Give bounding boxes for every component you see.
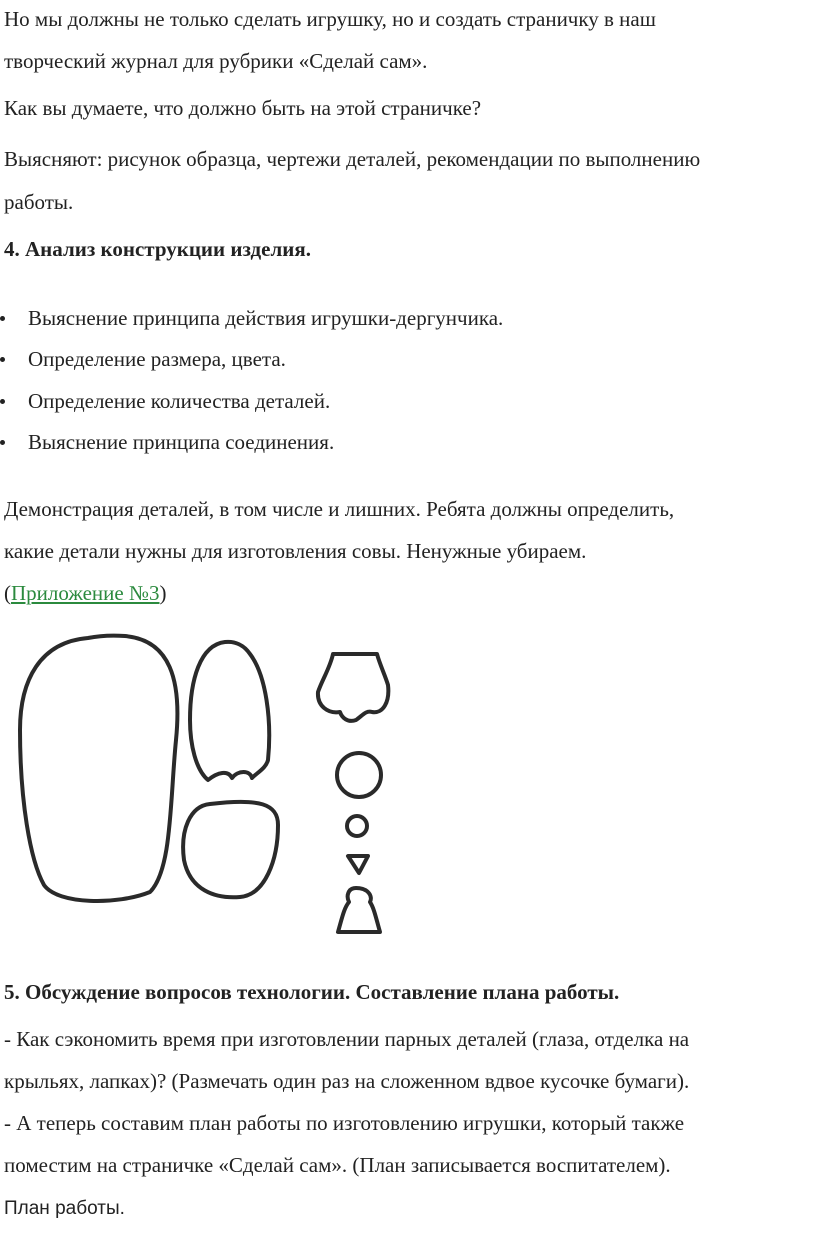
- appendix-open-paren: (: [4, 581, 11, 605]
- section-5-heading: 5. Обсуждение вопросов технологии. Составление плана работы.: [4, 980, 620, 1004]
- appendix-close-paren: ): [159, 581, 167, 605]
- owl-parts-illustration: [0, 620, 816, 950]
- question-2-line-1: - А теперь составим план работы по изготовлению игрушки, который также: [4, 1111, 685, 1135]
- owl-paw-part: [318, 654, 388, 721]
- appendix-link[interactable]: Приложение №3: [11, 581, 160, 605]
- plan-label: План работы.: [4, 1198, 125, 1219]
- owl-foot-part: [338, 888, 380, 932]
- question-1-line-1: - Как сэкономить время при изготовлении парных деталей (глаза, отделка на: [4, 1027, 690, 1051]
- bullet-icon: [0, 357, 5, 362]
- owl-beak-part: [348, 856, 368, 873]
- answer-line-1: Выясняют: рисунок образца, чертежи деталей, рекомендации по выполнению: [4, 147, 701, 171]
- intro-line-1: Но мы должны не только сделать игрушку, но и создать страничку в наш: [4, 7, 656, 31]
- question-text: Как вы думаете, что должно быть на этой страничке?: [4, 96, 482, 120]
- question-2-line-2: поместим на страничке «Сделай сам». (План записывается воспитателем).: [4, 1153, 671, 1177]
- intro-line-2: творческий журнал для рубрики «Сделай сам».: [4, 49, 428, 73]
- list-item-text: Определение размера, цвета.: [28, 347, 286, 371]
- owl-body-part: [20, 636, 177, 901]
- owl-eye-small-part: [347, 816, 367, 836]
- owl-wing-part: [190, 642, 269, 780]
- list-item-text: Определение количества деталей.: [28, 389, 331, 413]
- bullet-icon: [0, 316, 5, 321]
- question-1-line-2: крыльях, лапках)? (Размечать один раз на сложенном вдвое кусочке бумаги).: [4, 1069, 690, 1093]
- bullet-icon: [0, 399, 5, 404]
- appendix-reference: [4, 580, 167, 606]
- owl-belly-part: [183, 802, 278, 897]
- list-item-text: Выяснение принципа соединения.: [28, 430, 335, 454]
- list-item-text: Выяснение принципа действия игрушки-дергунчика.: [28, 306, 504, 330]
- demo-line-1: Демонстрация деталей, в том числе и лишних. Ребята должны определить,: [4, 497, 675, 521]
- section-4-heading: 4. Анализ конструкции изделия.: [4, 237, 311, 261]
- owl-eye-large-part: [337, 753, 381, 797]
- demo-line-2: какие детали нужны для изготовления совы. Ненужные убираем.: [4, 539, 587, 563]
- bullet-icon: [0, 440, 5, 445]
- answer-line-2: работы.: [4, 190, 74, 214]
